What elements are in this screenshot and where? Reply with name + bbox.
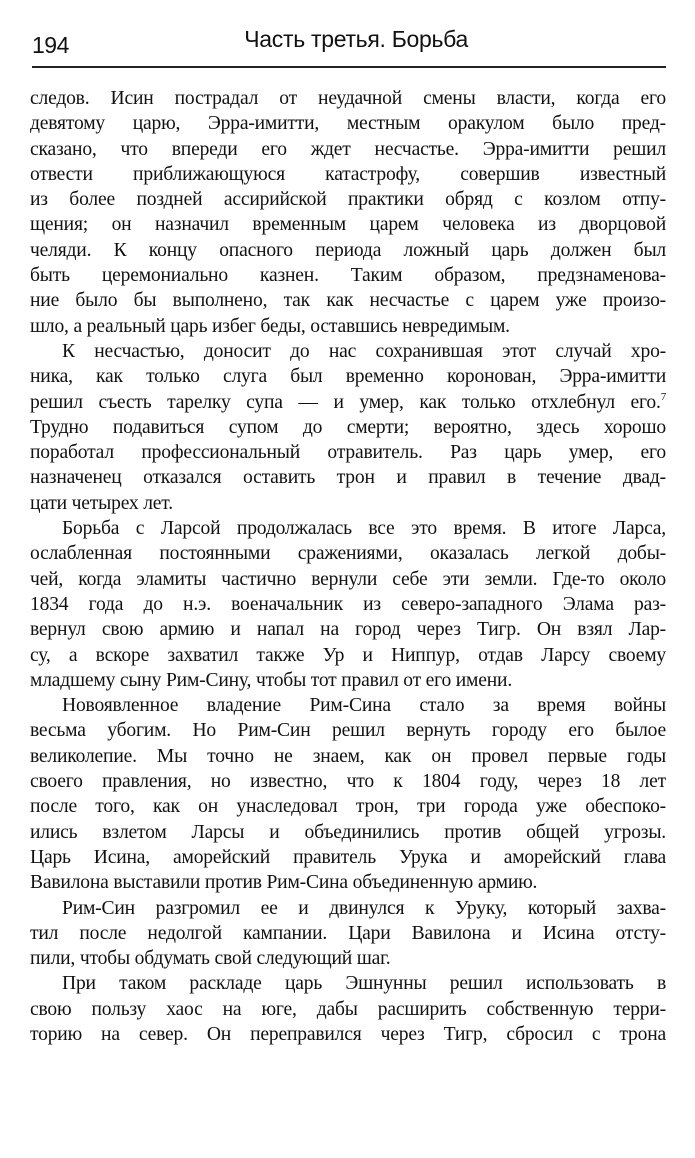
paragraph xyxy=(30,896,666,972)
text-line: отвести приближающуюся катастрофу, совершив известный xyxy=(30,163,666,185)
text-line: торию на север. Он переправился через Тигр, сбросил с трона xyxy=(30,1023,666,1045)
text-line-content: решил съесть тарелку супа — и умер, как только отхлебнул его. xyxy=(30,391,661,413)
text-line: При таком раскладе царь Эшнунны решил использовать в xyxy=(62,973,666,995)
text-line: ника, как только слуга был временно коронован, Эрра-имитти xyxy=(30,366,666,388)
text-line: после того, как он унаследовал трон, три города уже обеспоко- xyxy=(30,796,666,818)
text-line: быть церемониально казнен. Таким образом, предзнаменова- xyxy=(30,265,666,287)
text-line: су, а вскоре захватил также Ур и Ниппур, отдав Ларсу своему xyxy=(30,644,666,666)
text-line: Трудно подавиться супом до смерти; вероятно, здесь хорошо xyxy=(30,416,666,438)
text-line: щения; он назначил временным царем человека из дворцовой xyxy=(30,214,666,236)
text-line: 1834 года до н.э. военачальник из северо-западного Элама раз- xyxy=(30,593,666,615)
text-line: следов. Исин пострадал от неудачной смены власти, когда его xyxy=(30,88,666,109)
text-line: девятому царю, Эрра-имитти, местным оракулом было пред- xyxy=(30,113,666,135)
text-line: поработал профессиональный отравитель. Раз царь умер, его xyxy=(30,442,666,464)
text-line: свою пользу хаос на юге, дабы расширить собственную терри- xyxy=(30,998,666,1020)
paragraph xyxy=(30,339,666,516)
text-line: вернул свою армию и напал на город через Тигр. Он взял Лар- xyxy=(30,619,666,641)
running-head: Часть третья. Борьба xyxy=(244,26,468,52)
text-line: весьма убогим. Но Рим-Син решил вернуть городу его былое xyxy=(30,720,666,742)
text-line: шло, а реальный царь избег беды, оставшись невредимым. xyxy=(30,315,510,337)
page-header xyxy=(32,22,666,66)
body-text xyxy=(30,86,666,1047)
paragraph xyxy=(30,971,666,1047)
text-line xyxy=(30,390,666,415)
text-line: назначенец отказался оставить трон и правил в течение двад- xyxy=(30,467,666,489)
text-line: ние было бы выполнено, так как несчастье с царем уже произо- xyxy=(30,290,666,312)
text-line: Новоявленное владение Рим-Сина стало за время войны xyxy=(62,695,666,717)
header-rule xyxy=(32,66,666,68)
text-line: Вавилона выставили против Рим-Сина объединенную армию. xyxy=(30,872,538,894)
paragraph xyxy=(30,86,666,339)
text-line: Царь Исина, аморейский правитель Урука и аморейский глава xyxy=(30,846,666,868)
text-line: сказано, что впереди его ждет несчастье. Эрра-имитти решил xyxy=(30,138,666,160)
text-line: ились взлетом Ларсы и объединились против общей угрозы. xyxy=(30,821,666,843)
text-line: из более поздней ассирийской практики обряд с козлом отпу- xyxy=(30,189,666,211)
paragraph xyxy=(30,516,666,693)
paragraph xyxy=(30,693,666,895)
footnote-marker: 7 xyxy=(660,390,666,403)
text-line: ослабленная постоянными сражениями, оказалась легкой добы- xyxy=(30,543,666,565)
text-line: чей, когда эламиты частично вернули себе эти земли. Где-то около xyxy=(30,568,666,590)
text-line: К несчастью, доносит до нас сохранившая этот случай хро- xyxy=(62,340,666,362)
text-line: младшему сыну Рим-Сину, чтобы тот правил от его имени. xyxy=(30,669,513,691)
text-line: Рим-Син разгромил ее и двинулся к Уруку, который захва- xyxy=(62,897,666,919)
text-line: великолепие. Мы точно не знаем, как он провел первые годы xyxy=(30,745,666,767)
text-line: челяди. К концу опасного периода ложный царь должен был xyxy=(30,239,666,261)
text-line: своего правления, но известно, что к 1804 году, через 18 лет xyxy=(30,771,666,793)
page-number: 194 xyxy=(32,32,69,58)
text-line: тил после недолгой кампании. Цари Вавилона и Исина отсту- xyxy=(30,922,666,944)
text-line: пили, чтобы обдумать свой следующий шаг. xyxy=(30,948,391,970)
text-line: цати четырех лет. xyxy=(30,492,173,514)
text-line: Борьба с Ларсой продолжалась все это время. В итоге Ларса, xyxy=(62,518,666,540)
